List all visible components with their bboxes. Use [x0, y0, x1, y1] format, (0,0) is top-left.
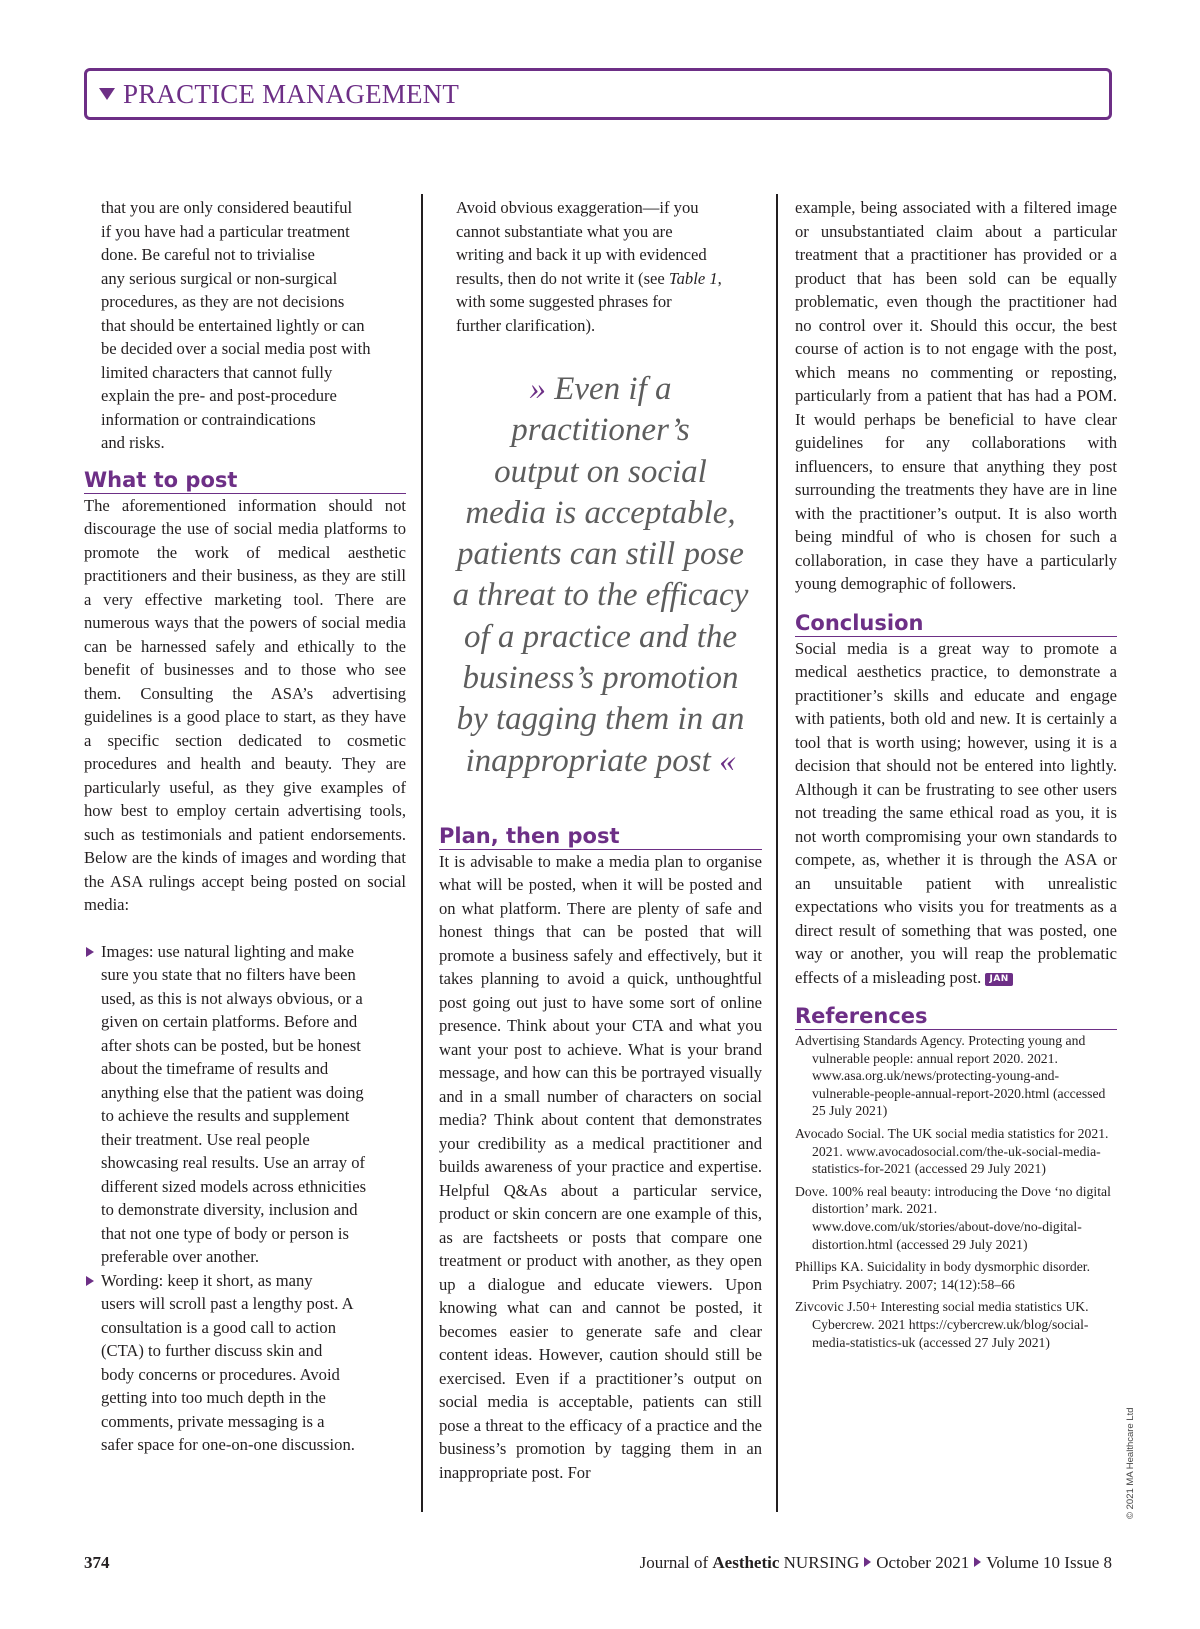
reference-item: Phillips KA. Suicidality in body dysmorphic disorder. Prim Psychiatry. 2007; 14(12):58–66 — [795, 1259, 1091, 1292]
bullet-arrow-icon — [86, 947, 94, 957]
copyright-notice: © 2021 MA Healthcare Ltd — [1125, 1407, 1136, 1519]
issue-date: October 2021 — [876, 1553, 970, 1572]
reference-item: Dove. 100% real beauty: introducing the Dove ‘no digital distortion’ mark. 2021. www.dove.com/uk/stories/about-dove/no-digital-distortion.html (accessed 29 July 2021) — [795, 1183, 1111, 1252]
text-line: users will scroll past a lengthy post. A — [101, 1294, 354, 1313]
text-line: used, as this is not always obvious, or a — [101, 988, 363, 1008]
text-line: showcasing real results. Use an array of — [101, 1153, 366, 1172]
text-span: Even if a practitioner’s — [511, 371, 690, 449]
triangle-right-icon — [864, 1557, 871, 1567]
text-line: be decided over a social media post with — [101, 339, 371, 358]
text-line: media is acceptable, — [465, 494, 736, 531]
pull-quote — [439, 369, 762, 782]
text-line: anything else that the patient was doing — [101, 1082, 364, 1102]
text-line: if you have had a particular treatment — [101, 221, 350, 241]
journal-footer — [640, 1553, 1112, 1573]
text-line — [439, 369, 762, 452]
heading-plan-then-post: Plan, then post — [439, 825, 762, 850]
list-item — [84, 1269, 406, 1457]
text-line: of a practice and the — [463, 618, 738, 655]
text-line: getting into too much depth in the — [101, 1388, 326, 1407]
text-line: comments, private messaging is a — [101, 1411, 325, 1431]
bullet-arrow-icon — [86, 1276, 94, 1286]
triangle-down-icon — [99, 88, 115, 100]
issue-volume: Volume 10 Issue 8 — [986, 1553, 1112, 1572]
column-2 — [439, 196, 762, 1484]
text-line: writing and back it up with evidenced — [456, 245, 707, 264]
reference-item: Avocado Social. The UK social media statistics for 2021. 2021. www.avocadosocial.com/the-uk-social-media-statistics-for-2021 (accessed 29 July 2021) — [795, 1125, 1109, 1177]
heading-references: References — [795, 1005, 1117, 1030]
text-line: that should be entertained lightly or can — [101, 315, 365, 335]
journal-name-bold: Aesthetic — [712, 1553, 780, 1572]
body-paragraph: It is advisable to make a media plan to organise what will be posted, when it will be posted and on what platform. There are plenty of safe and honest things that can be posted that will promote a business safely and effectively, but it takes planning to avoid a quick, unthoughtful post going out just to have some sort of online presence. Think about your CTA and what you want your post to achieve. What is your brand message, and how can this be portrayed visually and in a small number of characters on social media? Think about content that demonstrates your credibility as a medical practitioner and builds awareness of your practice and expertise. Helpful Q&As about a particular service, product or skin concern are one example of this, as are factsheets or posts that compare one treatment or product with another, as they open up a dialogue and educate viewers. Upon knowing what can and cannot be posted, it becomes easier to generate safe and clear content ideas. However, caution should still be exercised. Even if a practitioner’s output on social media is acceptable, patients can still pose a threat to the efficacy of a practice and the business’s promotion by tagging them in an inappropriate post. For — [439, 851, 762, 1482]
page-number: 374 — [84, 1553, 110, 1572]
column-divider — [421, 194, 423, 1512]
text-line: (CTA) to further discuss skin and — [101, 1341, 323, 1360]
text-line: and risks. — [101, 433, 165, 452]
list-item — [84, 940, 406, 1269]
text-line: after shots can be posted, but be honest — [101, 1035, 361, 1055]
open-quote-mark: » — [529, 371, 546, 407]
text-line: different sized models across ethnicities — [101, 1176, 367, 1196]
journal-name-prefix: Journal of — [639, 1553, 709, 1572]
text-span: Social media is a great way to promote a medical aesthetics practice, to demonstrate a practitioner’s skills and educate and engage with patients, both old and new. It is certainly a tool that is worth using; however, using it is a decision that should not be entered into lightly. Although it can be frustrating to see other users not treading the same ethical road as you, it is not worth compromising your own standards to compete, as, whether it is through the ASA or an unsuitable patient with unrealistic expectations who visits you for treatments as a direct result of something that was posted, one way or another, you will reap the problematic effects of a misleading post. — [795, 638, 1117, 987]
text-line: to achieve the results and supplement — [101, 1106, 350, 1125]
close-quote-mark: « — [719, 742, 736, 779]
column-divider — [776, 194, 778, 1512]
heading-conclusion: Conclusion — [795, 612, 1117, 637]
text-line: Avoid obvious exaggeration—if you — [456, 198, 699, 217]
conclusion-paragraph — [795, 637, 1117, 990]
text-line — [456, 267, 762, 291]
text-line: information or contraindications — [101, 409, 316, 429]
text-line: that not one type of body or person is — [101, 1223, 349, 1243]
text-line: consultation is a good call to action — [101, 1317, 337, 1337]
column-1 — [84, 196, 406, 1457]
text-line: with some suggested phrases for — [456, 292, 672, 311]
section-title: PRACTICE MANAGEMENT — [123, 78, 460, 109]
journal-logo-icon: JAN — [985, 973, 1012, 986]
body-paragraph: The aforementioned information should not discourage the use of social media platforms to promote the work of medical aesthetic practitioners and their business, as they are still a very effective marketing tool. There are numerous ways that the powers of social media can be harnessed safely and ethically to the benefit of businesses and to those who see them. Consulting the ASA’s advertising guidelines is a good place to start, as they have a specific section dedicated to cosmetic procedures and health and beauty. They are particularly useful, as they give examples of how best to employ certain advertising tools, such as testimonials and patient endorsements. Below are the kinds of images and wording that the ASA rulings accept being posted on social media: — [84, 495, 406, 914]
text-span: inappropriate post — [465, 742, 711, 779]
table-link[interactable]: Table 1 — [668, 268, 718, 288]
text-line: their treatment. Use real people — [101, 1129, 310, 1149]
text-line — [439, 741, 762, 782]
text-line: safer space for one-on-one discussion. — [101, 1435, 355, 1454]
text-line: sure you state that no filters have been — [101, 965, 356, 984]
text-line: to demonstrate diversity, inclusion and — [101, 1200, 358, 1219]
text-line: cannot substantiate what you are — [456, 221, 673, 241]
text-line: limited characters that cannot fully — [101, 362, 333, 382]
reference-item: Zivcovic J.50+ Interesting social media statistics UK. Cybercrew. 2021 https://cybercrew.uk/blog/social-media-statistics-uk (accessed 27 July 2021) — [795, 1299, 1089, 1350]
body-paragraph: example, being associated with a filtered image or unsubstantiated claim about a particular treatment that a practitioner has provided or a product that has been sold can be equally problematic, even though the practitioner had no control over it. Should this occur, the best course of action is to not engage with the post, which means no commenting or reposting, particularly from a patient that has had a POM. It would perhaps be beneficial to have clear guidelines for any collaborations with influencers, to ensure that anything they post surrounding the treatments they have are in line with the practitioner’s output. It is also worth being mindful of who is chosen for such a collaboration, in case they have a particularly young demographic of followers. — [795, 198, 1117, 593]
text-line: body concerns or procedures. Avoid — [101, 1364, 340, 1384]
journal-name-suffix: NURSING — [783, 1553, 860, 1572]
text-line: a threat to the efficacy — [452, 577, 749, 614]
intro-paragraph — [84, 196, 406, 455]
text-span: , — [717, 268, 722, 288]
section-header — [84, 68, 1112, 120]
text-line: patients can still pose — [457, 536, 744, 573]
text-line: procedures, as they are not decisions — [101, 292, 345, 311]
text-line: business’s promotion — [462, 660, 739, 697]
heading-what-to-post: What to post — [84, 469, 406, 494]
text-line: preferable over another. — [101, 1247, 260, 1266]
text-line: that you are only considered beautiful — [101, 198, 353, 217]
text-line: done. Be careful not to trivialise — [101, 245, 315, 264]
text-line: Wording: keep it short, as many — [101, 1270, 313, 1290]
text-line: about the timeframe of results and — [101, 1059, 329, 1078]
text-line: output on social — [494, 453, 707, 490]
column-3 — [795, 196, 1117, 1356]
reference-item: Advertising Standards Agency. Protecting young and vulnerable people: annual report 2020. 2021. www.asa.org.uk/news/protecting-young-and-vulnerable-people-annual-report-2020.html (accessed 25 July 2021) — [795, 1033, 1106, 1119]
text-line: given on certain platforms. Before and — [101, 1012, 358, 1031]
reference-list — [795, 1032, 1117, 1351]
text-line: by tagging them in an — [456, 701, 745, 738]
text-line: Images: use natural lighting and make — [101, 941, 354, 961]
triangle-right-icon — [974, 1557, 981, 1567]
text-line: further clarification). — [456, 315, 596, 335]
text-line: any serious surgical or non-surgical — [101, 268, 338, 288]
intro-paragraph — [439, 196, 762, 337]
text-line: explain the pre- and post-procedure — [101, 386, 337, 405]
text-span: results, then do not write it (see — [456, 268, 665, 288]
